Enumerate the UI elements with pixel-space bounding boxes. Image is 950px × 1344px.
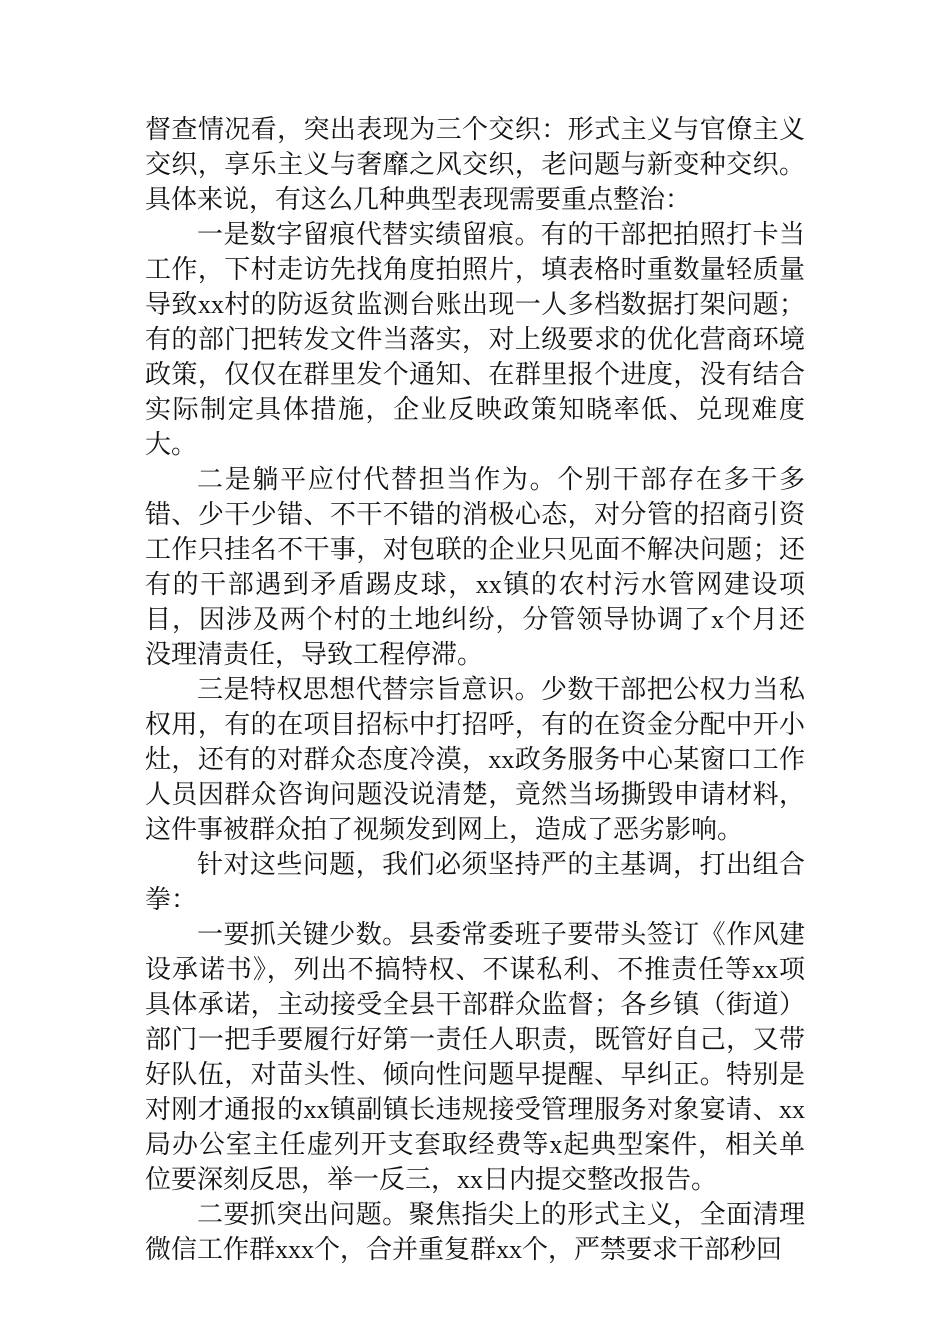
document-paragraph: 一是数字留痕代替实绩留痕。有的干部把拍照打卡当工作，下村走访先找角度拍照片，填表格时重数量轻质量导致xx村的防返贫监测台账出现一人多档数据打架问题；有的部门把转发文件当落实，对上级要求的优化营商环境政策，仅仅在群里发个通知、在群里报个进度，没有结合实际制定具体措施，企业反映政策知晓率低、兑现难度大。 <box>145 220 805 459</box>
document-paragraph: 针对这些问题，我们必须坚持严的主基调，打出组合拳： <box>145 850 805 914</box>
document-paragraph: 二是躺平应付代替担当作为。个别干部存在多干多错、少干少错、不干不错的消极心态，对分管的招商引资工作只挂名不干事，对包联的企业只见面不解决问题；还有的干部遇到矛盾踢皮球，xx镇的农村污水管网建设项目，因涉及两个村的土地纠纷，分管领导协调了x个月还没理清责任，导致工程停滞。 <box>145 465 805 669</box>
document-body <box>145 112 805 1267</box>
document-paragraph: 督查情况看，突出表现为三个交织：形式主义与官僚主义交织，享乐主义与奢靡之风交织，老问题与新变种交织。具体来说，有这么几种典型表现需要重点整治： <box>145 115 805 214</box>
document-paragraph: 一要抓关键少数。县委常委班子要带头签订《作风建设承诺书》，列出不搞特权、不谋私利、不推责任等xx项具体承诺，主动接受全县干部群众监督；各乡镇（街道）部门一把手要履行好第一责任人职责，既管好自己，又带好队伍，对苗头性、倾向性问题早提醒、早纠正。特别是对刚才通报的xx镇副镇长违规接受管理服务对象宴请、xx局办公室主任虚列开支套取经费等x起典型案件，相关单位要深刻反思，举一反三，xx日内提交整改报告。 <box>145 920 805 1194</box>
document-paragraph: 三是特权思想代替宗旨意识。少数干部把公权力当私权用，有的在项目招标中打招呼，有的在资金分配中开小灶，还有的对群众态度冷漠，xx政务服务中心某窗口工作人员因群众咨询问题没说清楚，竟然当场撕毁申请材料，这件事被群众拍了视频发到网上，造成了恶劣影响。 <box>145 675 805 844</box>
document-paragraph: 二要抓突出问题。聚焦指尖上的形式主义，全面清理微信工作群xxx个，合并重复群xx个，严禁要求干部秒回 <box>145 1200 805 1264</box>
